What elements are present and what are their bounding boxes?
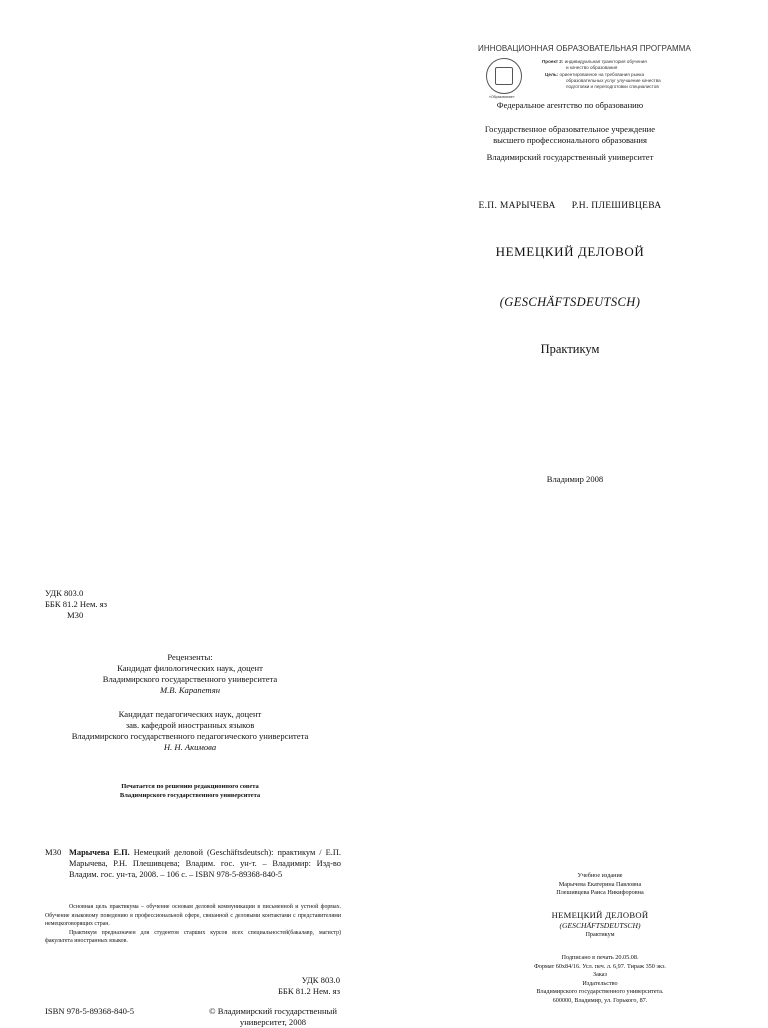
approval-line-2: Владимирского государственного университета <box>119 792 261 799</box>
biblio-description: Немецкий деловой (Geschäftsdeutsch): практикум / Е.П. Марычева, Р.Н. Плешивцева; Владим. гос. ун-т. – Владимир: Изд-во Владим. гос. ун-та, 2008. – 106 с. – ISBN 978-5-89368-840-5 <box>69 848 341 879</box>
abstract <box>45 903 341 946</box>
project-line-2: и качество образования <box>566 65 618 70</box>
book-subtitle: (GESCHÄFTSDEUTSCH) <box>499 295 641 309</box>
imprint-subtitle: (GESCHÄFTSDEUTSCH) <box>559 921 641 930</box>
goals-line-3: подготовки и переподготовки специалистов <box>566 84 659 89</box>
author-mark: М30 <box>67 610 84 620</box>
program-info-box <box>486 56 674 99</box>
imprint-print-info <box>470 954 730 1006</box>
goals-label: Цель: <box>545 72 559 77</box>
imprint-title: НЕМЕЦКИЙ ДЕЛОВОЙ <box>551 910 649 920</box>
reviewer-2-name: Н. Н. Акимова <box>163 742 217 752</box>
udk-line: УДК 803.0 <box>45 588 84 598</box>
university-block <box>440 124 700 163</box>
abstract-paragraph-2: Практикум предназначен для студентов старших курсов всех специальностей(бакалавр, магистр) факультета иностранных языков. <box>45 929 341 945</box>
approval-note <box>40 782 340 800</box>
reviewers-heading: Рецензенты: <box>167 652 213 662</box>
program-logo-caption: «Образование» <box>489 95 515 99</box>
project-label: Проект 2: <box>542 59 564 64</box>
publisher-address: 600000, Владимир, ул. Горького, 87. <box>552 996 648 1004</box>
bbk-bottom-line: ББК 81.2 Нем. яз <box>277 986 340 996</box>
udk-bottom-line: УДК 803.0 <box>301 975 340 985</box>
university-line-2: высшего профессионального образования <box>493 135 647 145</box>
biblio-author-mark: М30 <box>45 847 62 857</box>
place-year: Владимир 2008 <box>546 474 604 484</box>
imprint-author-2: Плешивцева Раиса Никифоровна <box>556 889 644 897</box>
project-text-1: индивидуальная траектория обучения <box>564 59 647 64</box>
copyright-line-1: © Владимирский государственный <box>209 1006 337 1016</box>
university-line-3: Владимирский государственный университет <box>486 152 654 162</box>
goals-line-2: образовательных услуг улучшение качества <box>566 78 661 83</box>
edition-type: Учебное издание <box>577 872 623 879</box>
book-genre: Практикум <box>540 342 600 356</box>
project-line-1 <box>542 59 647 65</box>
isbn: ISBN 978-5-89368-840-5 <box>45 1006 135 1016</box>
university-line-1: Государственное образовательное учреждение <box>484 124 656 134</box>
publisher-label: Издательство <box>582 979 618 987</box>
classification-bottom <box>240 975 340 997</box>
reviewer-1-title: Кандидат филологических наук, доцент <box>117 663 263 673</box>
bbk-line: ББК 81.2 Нем. яз <box>45 599 108 609</box>
book-title: НЕМЕЦКИЙ ДЕЛОВОЙ <box>495 244 645 259</box>
reviewers-block <box>40 652 340 753</box>
reviewer-1-affiliation: Владимирского государственного университета <box>102 674 278 684</box>
imprint-genre: Практикум <box>585 931 615 938</box>
goals-text-1: ориентированное на требования рынка <box>559 72 645 77</box>
goals-line-1 <box>545 72 644 78</box>
reviewer-2-position: зав. кафедрой иностранных языков <box>125 720 255 730</box>
classification-block <box>45 588 107 621</box>
bibliographic-record <box>69 847 341 880</box>
authors: Е.П. МАРЫЧЕВА Р.Н. ПЛЕШИВЦЕВА <box>478 201 662 211</box>
biblio-author: Марычева Е.П. <box>69 848 130 857</box>
approval-line-1: Печатается по решению редакционного совета <box>121 783 259 790</box>
copyright <box>203 1006 343 1028</box>
format-line: Формат 60х84/16. Усл. печ. л. 6,97. Тираж 350 экз. <box>534 962 666 970</box>
reviewer-1-name: М.В. Карапетян <box>159 685 221 695</box>
book-icon <box>495 67 513 85</box>
agency-name: Федеральное агентство по образованию <box>496 100 644 110</box>
imprint-author-1: Марычева Екатерина Павловна <box>558 880 642 888</box>
abstract-paragraph-1: Основная цель практикума – обучение основам деловой коммуникации в письменной и устной формах. Обучение языковому поведению в профессиональной сфере, связанной с деловыми контактами с представителями немецкоговорящих стран. <box>45 904 341 928</box>
publisher-name: Владимирского государственного университета. <box>536 988 664 996</box>
order-line: Заказ <box>593 971 607 979</box>
reviewer-2-affiliation: Владимирского государственного педагогического университета <box>71 731 309 741</box>
program-banner: ИННОВАЦИОННАЯ ОБРАЗОВАТЕЛЬНАЯ ПРОГРАММА <box>478 44 691 53</box>
copyright-line-2: университет, 2008 <box>239 1017 307 1027</box>
reviewer-2-title: Кандидат педагогических наук, доцент <box>118 709 262 719</box>
imprint-header <box>480 872 720 898</box>
program-logo-icon <box>486 58 522 99</box>
signed-for-print: Подписано в печать 20.05.08. <box>561 954 639 961</box>
